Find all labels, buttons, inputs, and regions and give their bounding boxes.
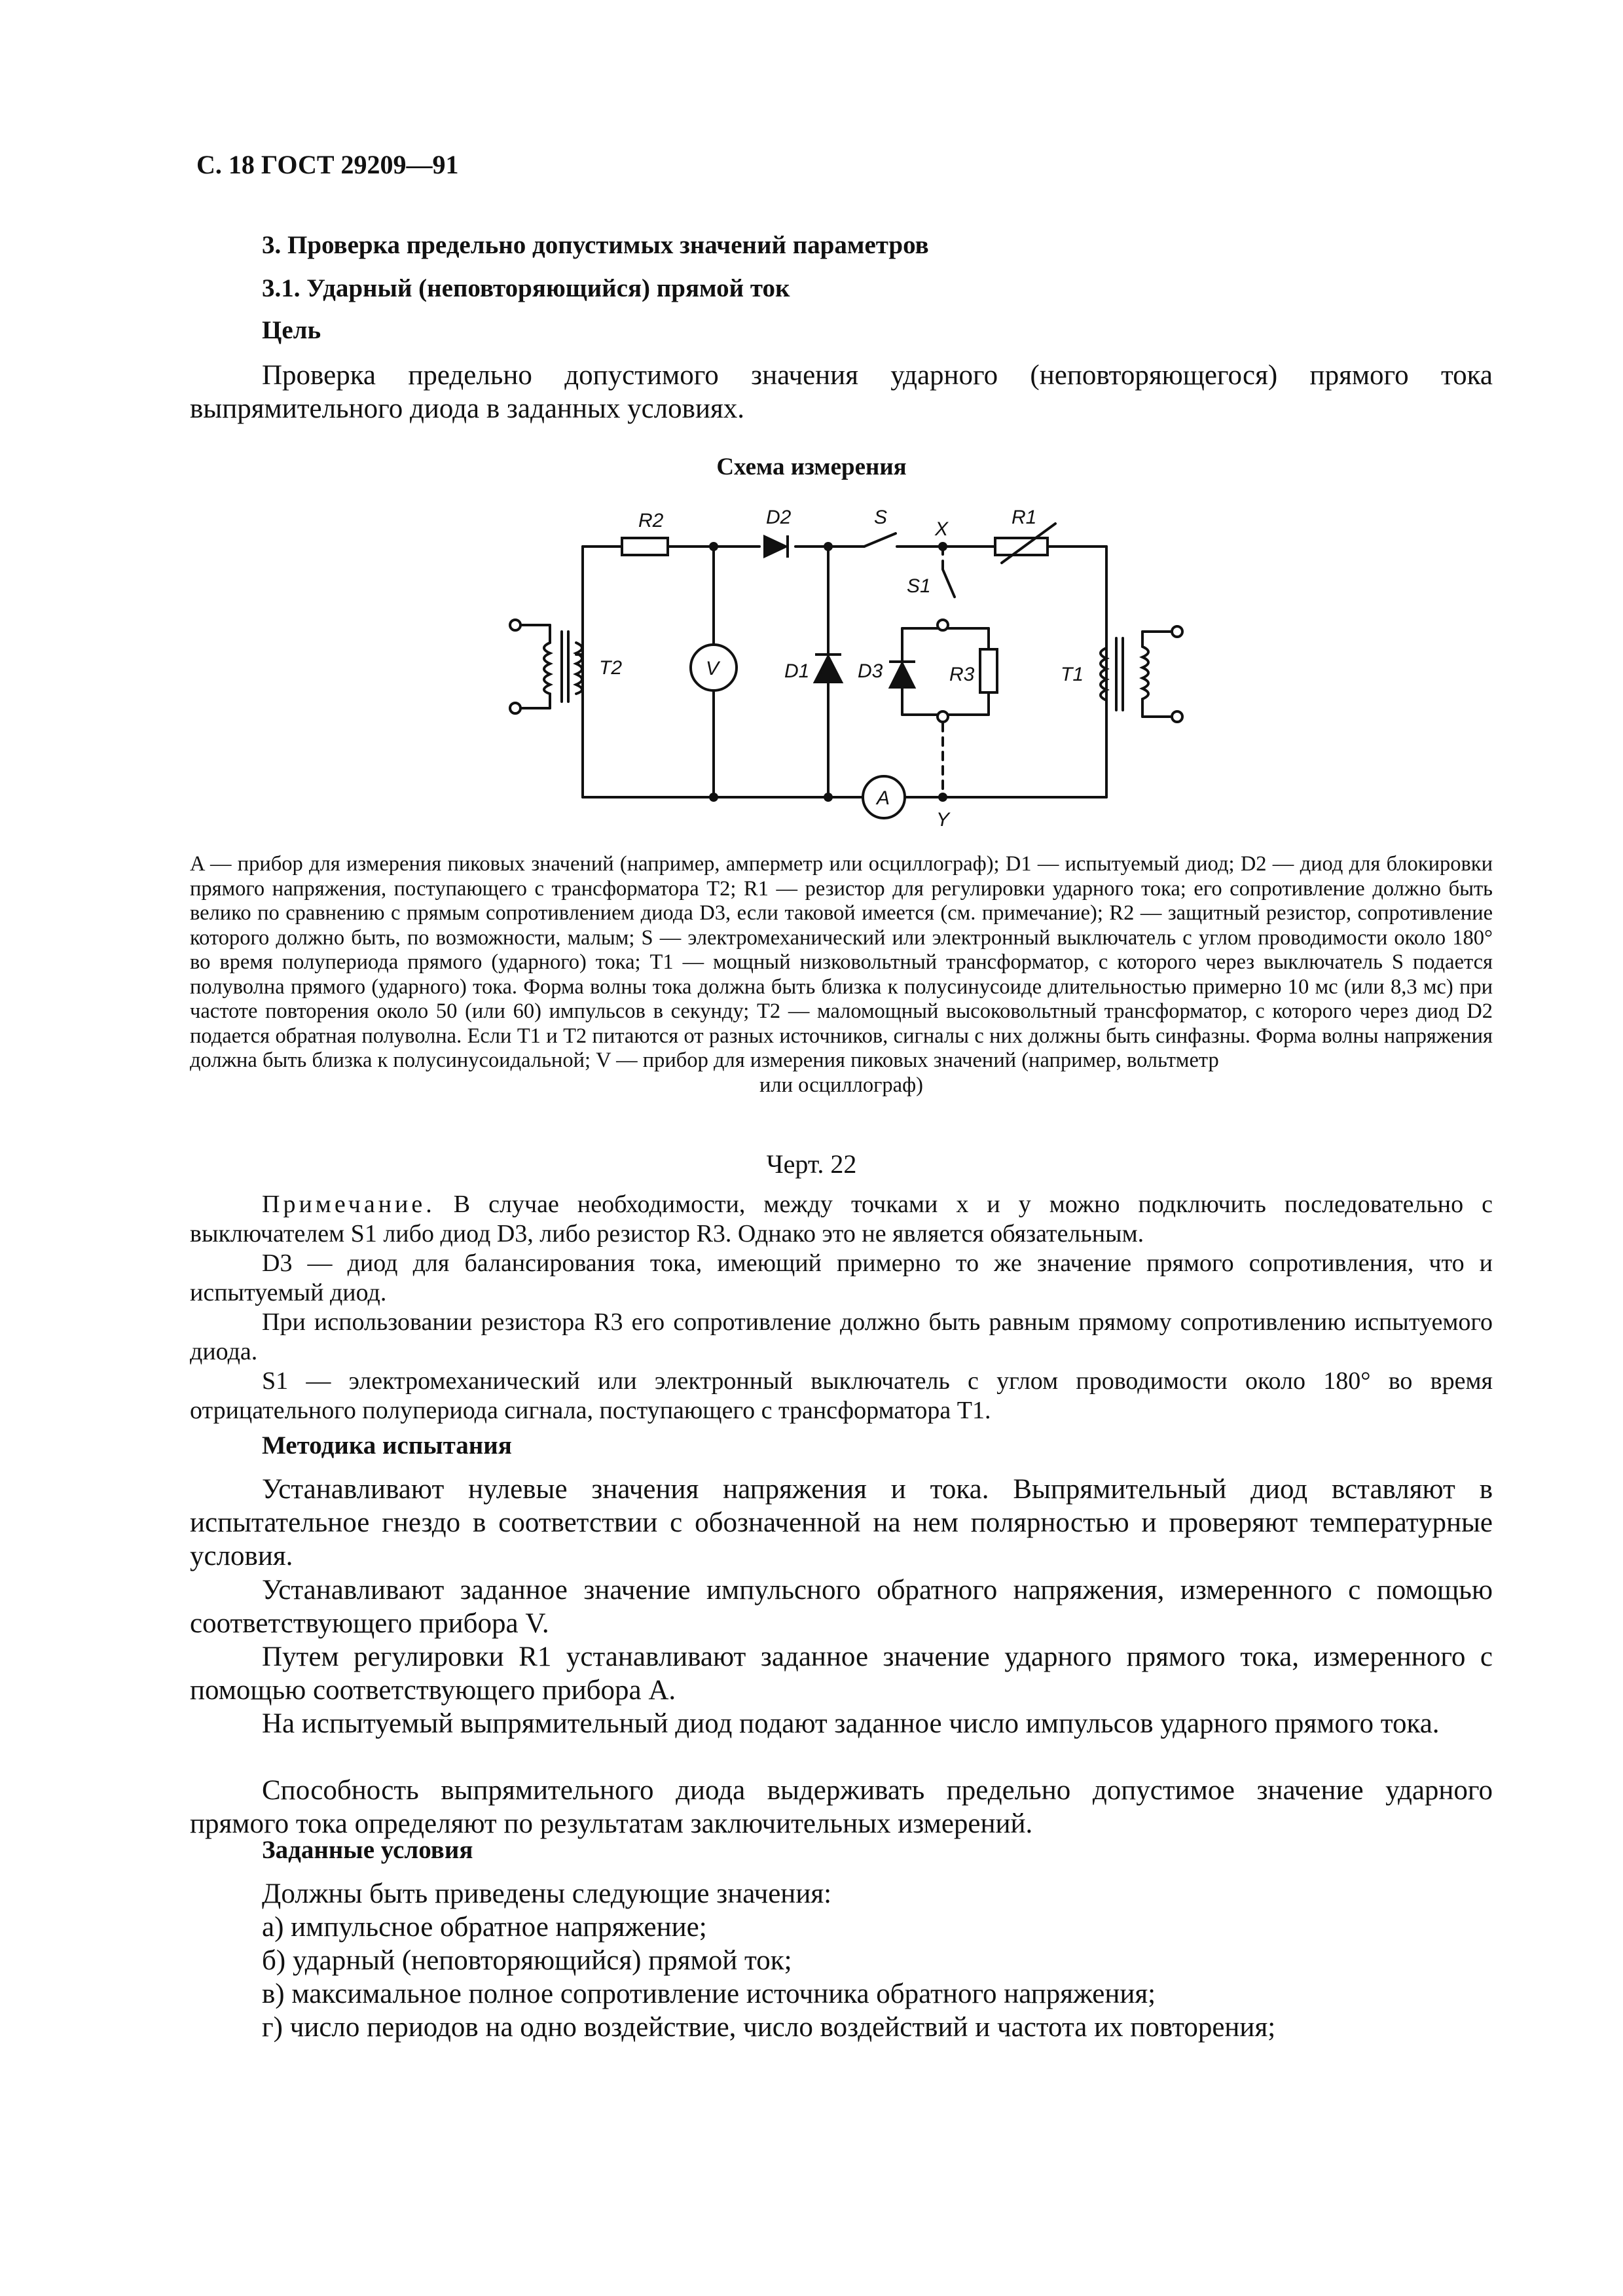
schema-title: Схема измерения <box>716 454 907 480</box>
method-paragraph-3: Путем регулировки R1 устанавливают заданное значение ударного прямого тока, измеренного с помощью соответствующего прибора A. <box>190 1641 1493 1706</box>
label-s1: S1 <box>907 575 931 597</box>
label-y: Y <box>936 809 950 831</box>
diode-d2 <box>765 537 786 556</box>
resistor-r2 <box>622 538 668 555</box>
label-r3: R3 <box>949 664 975 685</box>
note-label: Примечание. <box>262 1191 435 1218</box>
label-d1: D1 <box>784 660 810 682</box>
switch-s1 <box>943 569 955 597</box>
page-header: С. 18 ГОСТ 29209—91 <box>196 150 459 179</box>
resistor-r1 <box>995 538 1048 555</box>
legend-text: A — прибор для измерения пиковых значений (например, амперметр или осциллограф); D1 — испытуемый диод; D2 — диод для блокировки прямого напряжения, поступающего с трансформатора T2; R1 — резистор для регулировки ударного тока; его сопротивление должно быть велико по сравнению с прямым сопротивлением диода D3, если таковой имеется (см. примечание); R2 — защитный резистор, сопротивление которого должно быть, по возможности, малым; S — электромеханический или электронный выключатель с углом проводимости около 180° во время полупериода прямого (ударного) тока; T1 — мощный низковольтный трансформатор, с которого через выключатель S подается полуволна прямого (ударного) тока. Форма волны тока должна быть близка к полусинусоиде длительностью примерно 10 мс (или 8,3 мс) при частоте повторения около 50 (или 60) импульсов в секунду; T2 — маломощный высоковольтный трансформатор, с которого через диод D2 подается обратная полуволна. Если T1 и T2 питаются от разных источников, сигналы с них должны быть синфазны. Форма волны напряжения должна быть близка к полусинусоидальной; V — прибор для измерения пиковых значений (например, вольтметр <box>190 852 1493 1072</box>
label-v: V <box>706 658 720 679</box>
note-text-1: В случае необходимости, между точками x и y можно подключить последовательно с выключателем S1 либо диод D3, либо резистор R3. Однако это не является обязательным. <box>190 1191 1493 1247</box>
list-item: б) ударный (неповторяющийся) прямой ток; <box>262 1945 792 1976</box>
list-item: в) максимальное полное сопротивление источника обратного напряжения; <box>262 1979 1156 2009</box>
conditions-list <box>262 1877 1493 2044</box>
section-heading: 3. Проверка предельно допустимых значений параметров <box>262 231 929 259</box>
method-paragraph-1: Устанавливают нулевые значения напряжения и тока. Выпрямительный диод вставляют в испытательное гнездо в соответствии с обозначенной на нем полярностью и проверяют температурные условия. <box>190 1474 1493 1571</box>
method-paragraph-5: Способность выпрямительного диода выдерживать предельно допустимое значение ударного прямого тока определяют по результатам заключительных измерений. <box>190 1775 1493 1839</box>
switch-s <box>864 533 896 547</box>
goal-paragraph: Проверка предельно допустимого значения ударного (неповторяющегося) прямого тока выпрямительного диода в заданных условиях. <box>190 360 1493 424</box>
note-paragraph-1 <box>190 1190 1493 1249</box>
conditions-intro: Должны быть приведены следующие значения: <box>262 1878 832 1909</box>
list-item: г) число периодов на одно воздействие, число воздействий и частота их повторения; <box>262 2012 1276 2043</box>
label-r1: R1 <box>1012 507 1037 528</box>
figure-caption: Черт. 22 <box>766 1149 857 1179</box>
label-d2: D2 <box>766 507 792 528</box>
label-d3: D3 <box>858 660 883 682</box>
method-paragraph-4: На испытуемый выпрямительный диод подают заданное число импульсов ударного прямого тока. <box>262 1708 1440 1739</box>
diode-d1 <box>815 656 841 682</box>
note-paragraph-2: D3 — диод для балансирования тока, имеющий примерно то же значение прямого сопротивления, что и испытуемый диод. <box>190 1249 1493 1306</box>
note-paragraph-3: При использовании резистора R3 его сопротивление должно быть равным прямому сопротивлению испытуемого диода. <box>190 1308 1493 1365</box>
list-item: а) импульсное обратное напряжение; <box>262 1912 707 1943</box>
diode-d3 <box>890 664 914 687</box>
label-t1: T1 <box>1061 664 1084 685</box>
label-r2: R2 <box>638 510 664 531</box>
method-paragraph-2: Устанавливают заданное значение импульсного обратного напряжения, измеренного с помощью соответствующего прибора V. <box>190 1575 1493 1639</box>
label-x: X <box>935 518 949 540</box>
method-heading: Методика испытания <box>262 1431 512 1460</box>
label-a: A <box>877 787 890 809</box>
circuit-diagram <box>491 497 1211 844</box>
resistor-r3 <box>980 649 997 692</box>
label-s: S <box>874 507 888 528</box>
note-paragraph-4: S1 — электромеханический или электронный выключатель с углом проводимости около 180° во время отрицательного полупериода сигнала, поступающего с трансформатора T1. <box>190 1367 1493 1424</box>
figure-legend <box>190 852 1493 1098</box>
conditions-heading: Заданные условия <box>262 1836 473 1864</box>
legend-text-end: или осциллограф) <box>759 1073 923 1097</box>
subsection-heading: 3.1. Ударный (неповторяющийся) прямой ток <box>262 274 790 302</box>
label-t2: T2 <box>599 657 623 679</box>
goal-heading: Цель <box>262 316 321 344</box>
